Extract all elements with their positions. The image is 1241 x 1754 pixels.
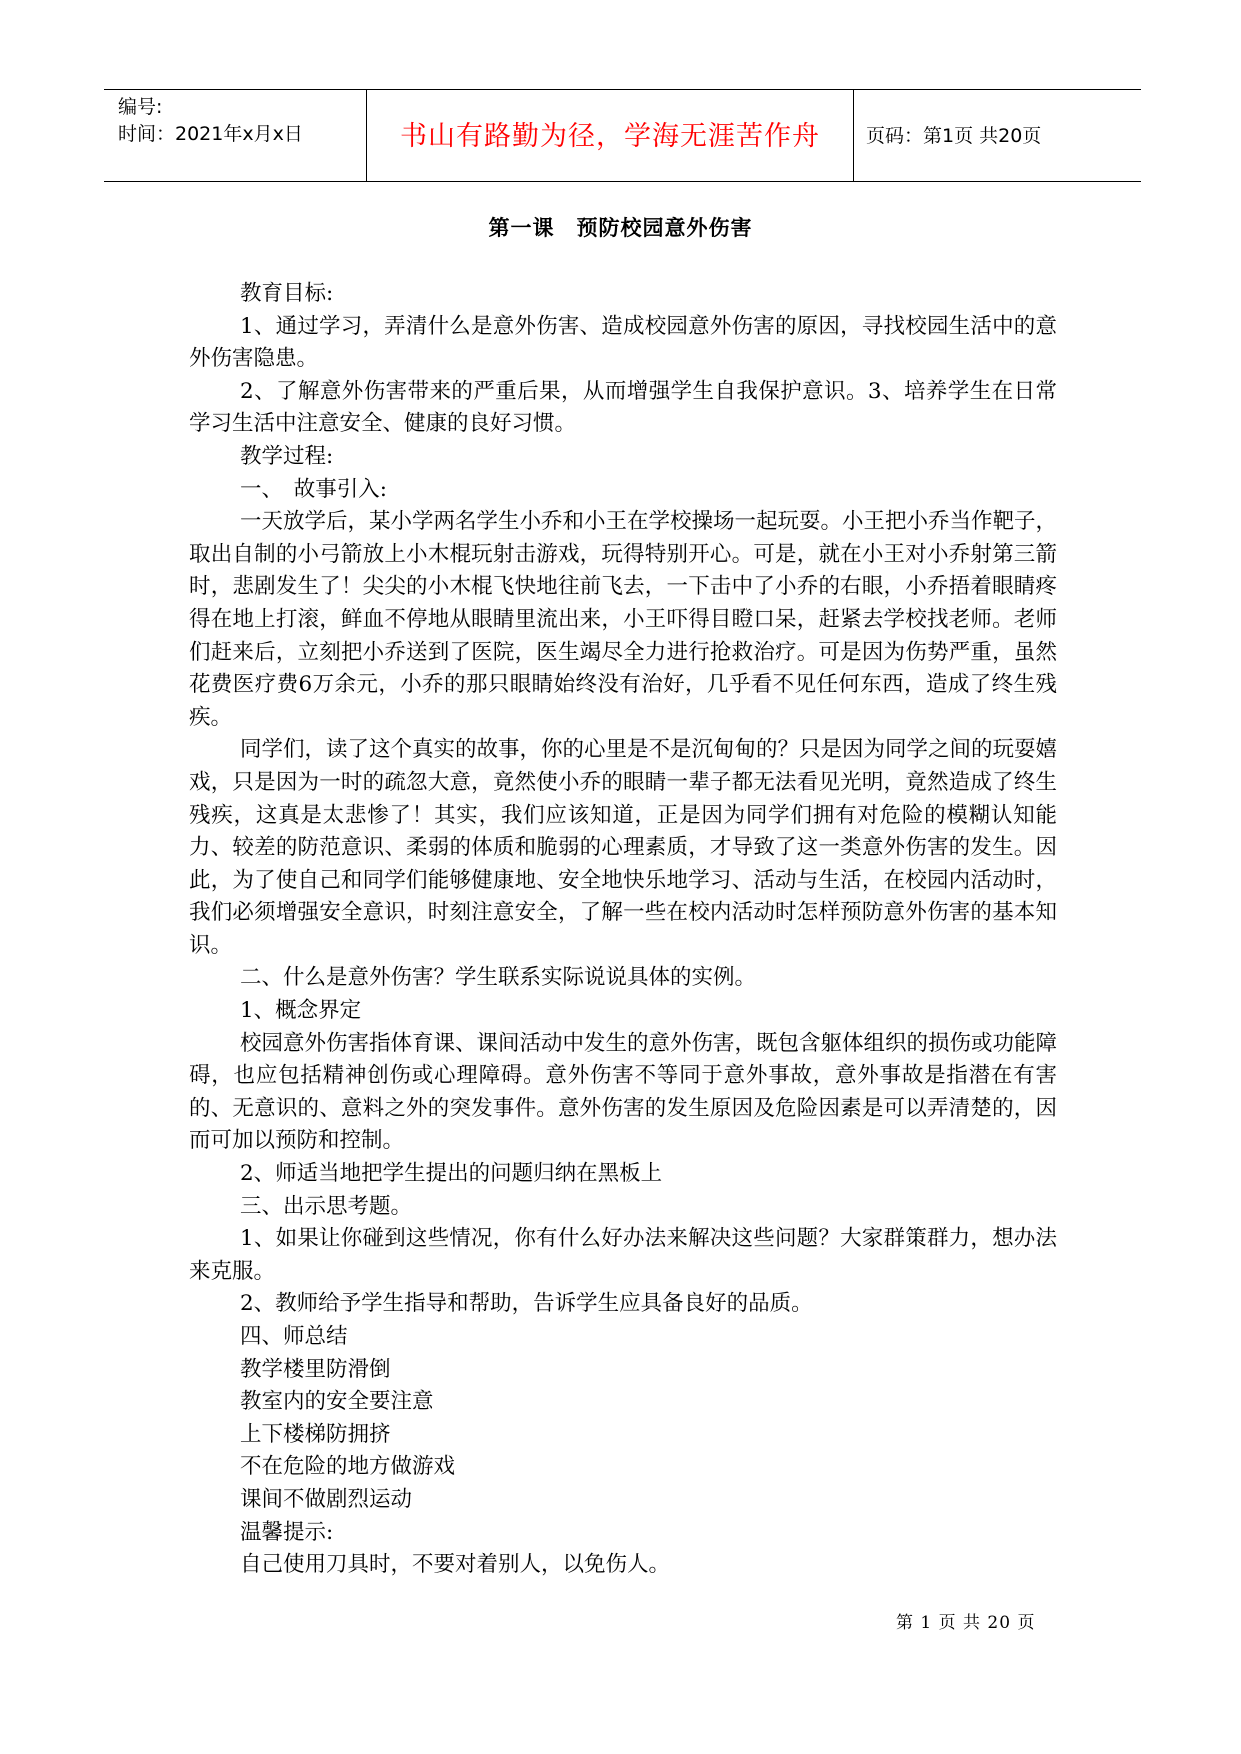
document-number-label: 编号: (118, 96, 163, 118)
paragraph: 四、师总结 (240, 1324, 348, 1349)
paragraph: 不在危险的地方做游戏 (240, 1454, 456, 1480)
paragraph: 教育目标: (240, 281, 334, 306)
paragraph: 教室内的安全要注意 (240, 1389, 434, 1415)
paragraph: 一、 故事引入: (240, 476, 387, 502)
header-meta (104, 90, 367, 181)
paragraph: 三、出示思考题。 (240, 1193, 413, 1219)
paragraph: 课间不做剧烈运动 (240, 1486, 413, 1512)
header-motto: 书山有路勤为径，学海无涯苦作舟 (367, 90, 854, 181)
page-header (104, 89, 1141, 182)
paragraph: 教学楼里防滑倒 (240, 1356, 391, 1382)
paragraph: 2、了解意外伤害带来的严重后果，从而增强学生自我保护意识。3、培养学生在日常学习生活中注意安全、健康的良好习惯。 (189, 378, 1057, 437)
document-body (189, 278, 1057, 1582)
document-title: 第一课 预防校园意外伤害 (488, 216, 753, 240)
paragraph: 1、概念界定 (240, 998, 362, 1024)
paragraph: 2、师适当地把学生提出的问题归纳在黑板上 (240, 1161, 663, 1187)
document-time-label: 时间：2021年x月x日 (118, 123, 303, 145)
header-page-info: 页码：第1页 共20页 (866, 125, 1042, 147)
paragraph: 1、通过学习，弄清什么是意外伤害、造成校园意外伤害的原因，寻找校园生活中的意外伤害隐患。 (189, 313, 1057, 372)
paragraph: 教学过程: (240, 443, 334, 469)
paragraph: 校园意外伤害指体育课、课间活动中发生的意外伤害，既包含躯体组织的损伤或功能障碍，也应包括精神创伤或心理障碍。意外伤害不等同于意外事故，意外事故是指潜在有害的、无意识的、意料之外的突发事件。意外伤害的发生原因及危险因素是可以弄清楚的，因而可加以预防和控制。 (189, 1030, 1058, 1154)
page-footer: 第 1 页 共 20 页 (896, 1613, 1036, 1633)
paragraph: 自己使用刀具时，不要对着别人，以免伤人。 (240, 1552, 671, 1578)
paragraph: 2、教师给予学生指导和帮助，告诉学生应具备良好的品质。 (240, 1291, 813, 1317)
paragraph: 同学们，读了这个真实的故事，你的心里是不是沉甸甸的？只是因为同学之间的玩耍嬉戏，只是因为一时的疏忽大意，竟然使小乔的眼睛一辈子都无法看见光明，竟然造成了终生残疾，这真是太悲惨了！其实，我们应该知道，正是因为同学们拥有对危险的模糊认知能力、较差的防范意识、柔弱的体质和脆弱的心理素质，才导致了这一类意外伤害的发生。因此，为了使自己和同学们能够健康地、安全地快乐地学习、活动与生活，在校园内活动时，我们必须增强安全意识，时刻注意安全，了解一些在校内活动时怎样预防意外伤害的基本知识。 (189, 737, 1058, 958)
paragraph: 二、什么是意外伤害？学生联系实际说说具体的实例。 (240, 965, 757, 991)
paragraph: 1、如果让你碰到这些情况，你有什么好办法来解决这些问题？大家群策群力，想办法来克服。 (189, 1226, 1057, 1284)
paragraph: 温馨提示: (240, 1519, 334, 1545)
paragraph: 上下楼梯防拥挤 (240, 1421, 391, 1447)
paragraph: 一天放学后，某小学两名学生小乔和小王在学校操场一起玩耍。小王把小乔当作靶子，取出自制的小弓箭放上小木棍玩射击游戏，玩得特别开心。可是，就在小王对小乔射第三箭时，悲剧发生了！尖尖的小木棍飞快地往前飞去，一下击中了小乔的右眼，小乔捂着眼睛疼得在地上打滚，鲜血不停地从眼睛里流出来，小王吓得目瞪口呆，赶紧去学校找老师。老师们赶来后，立刻把小乔送到了医院，医生竭尽全力进行抢救治疗。可是因为伤势严重，虽然花费医疗费6万余元，小乔的那只眼睛始终没有治好，几乎看不见任何东西，造成了终生残疾。 (189, 509, 1058, 730)
